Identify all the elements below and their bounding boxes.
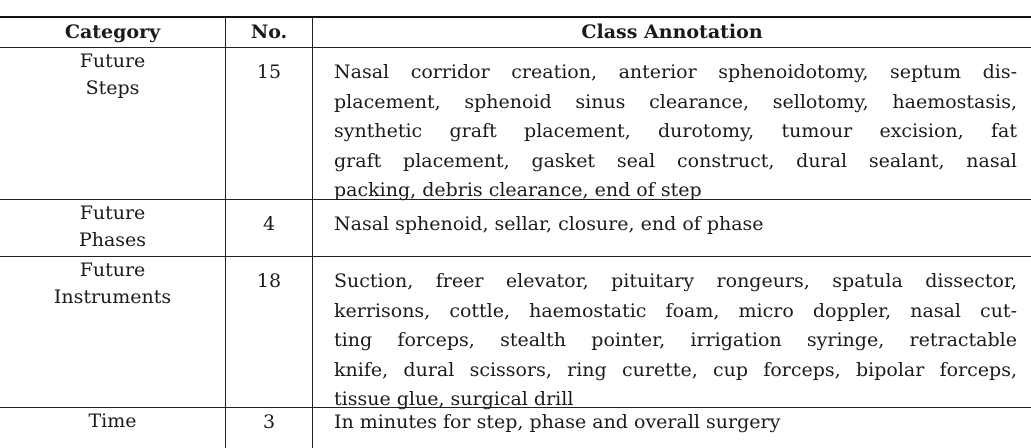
annotation-line: tissue glue, surgical drill: [334, 388, 574, 410]
category-line: Steps: [85, 77, 140, 99]
category-line: Time: [88, 410, 137, 432]
annotation-line: placement, sphenoid sinus clearance, sellotomy, haemostasis,: [334, 90, 1017, 113]
number-cell: 4: [226, 200, 313, 256]
annotation-cell: [313, 200, 1031, 256]
annotation-line: Nasal sphenoid, sellar, closure, end of phase: [334, 213, 764, 235]
category-line: Instruments: [53, 286, 172, 308]
category-line: Future: [79, 259, 146, 281]
annotation-line: Nasal corridor creation, anterior sphenoidotomy, septum dis-: [334, 61, 1017, 83]
number-cell: 3: [226, 408, 313, 448]
category-line: Future: [79, 202, 146, 224]
table-row-future-steps: [0, 48, 1031, 200]
annotation-cell: [313, 48, 1031, 199]
annotation-cell: [313, 408, 1031, 448]
table-row-time: [0, 408, 1031, 448]
category-cell: [0, 257, 226, 407]
annotation-line: kerrisons, cottle, haemostatic foam, micro doppler, nasal cut-: [334, 299, 1017, 322]
header-number: No.: [226, 18, 313, 47]
annotation-line: In minutes for step, phase and overall surgery: [334, 411, 781, 433]
category-line: Phases: [78, 229, 147, 251]
table-header-row: [0, 18, 1031, 48]
annotation-line: ting forceps, stealth pointer, irrigation syringe, retractable: [334, 329, 1017, 351]
annotation-line: packing, debris clearance, end of step: [334, 179, 702, 201]
annotation-cell: [313, 257, 1031, 410]
category-cell: [0, 200, 226, 256]
annotation-line: synthetic graft placement, durotomy, tumour excision, fat: [334, 120, 1017, 142]
header-category: Category: [0, 18, 226, 47]
category-line: Future: [79, 50, 146, 72]
annotation-line: knife, dural scissors, ring curette, cup forceps, bipolar forceps,: [334, 358, 1017, 381]
category-cell: [0, 48, 226, 199]
category-cell: [0, 408, 226, 448]
annotation-table: [0, 16, 1031, 448]
annotation-line: graft placement, gasket seal construct, dural sealant, nasal: [334, 149, 1017, 172]
number-cell: 15: [226, 48, 313, 199]
header-annotation: Class Annotation: [581, 21, 763, 43]
table-row-future-phases: [0, 200, 1031, 257]
number-cell: 18: [226, 257, 313, 407]
annotation-line: Suction, freer elevator, pituitary rongeurs, spatula dissector,: [334, 270, 1017, 292]
table-row-future-instruments: [0, 257, 1031, 408]
